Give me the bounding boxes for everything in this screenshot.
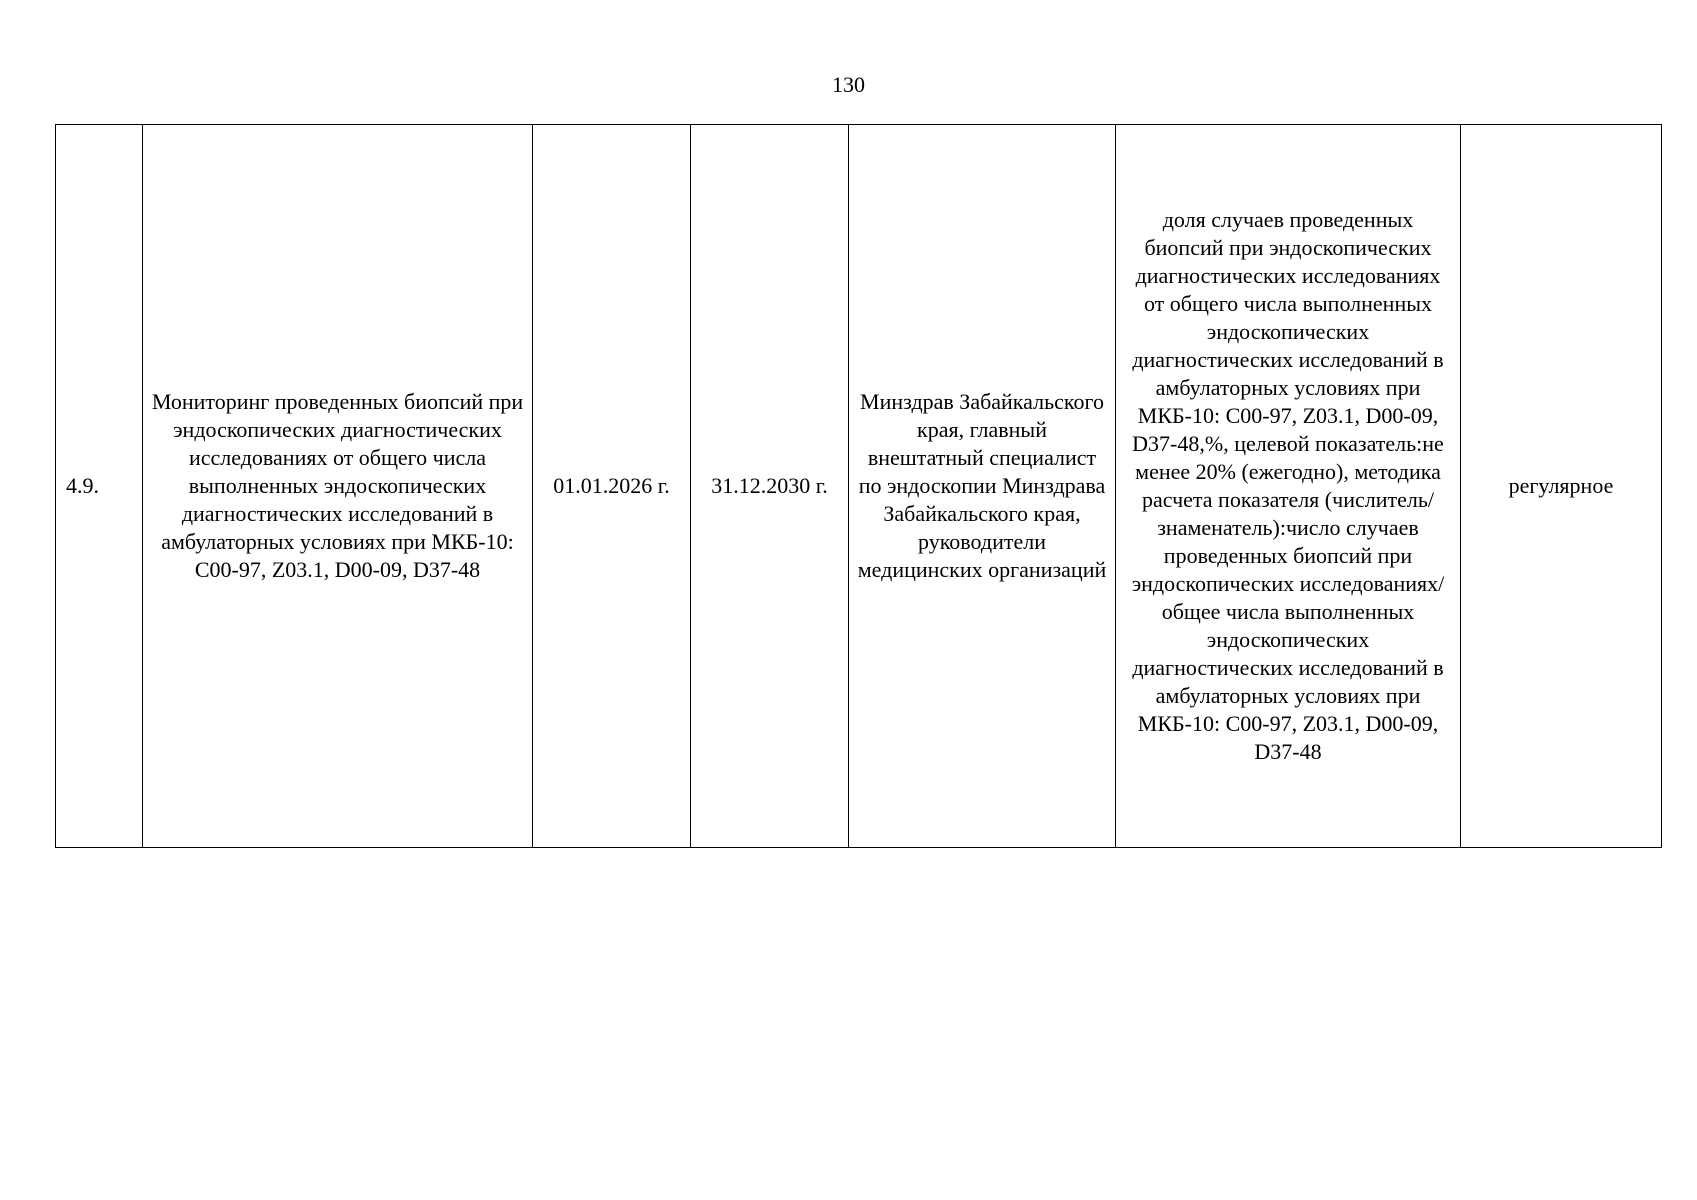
page-number: 130 [832, 72, 865, 97]
responsible-cell: Минздрав Забайкальского края, главный внештатный специалист по эндоскопии Минздрава Забайкальского края, руководители медицинских организаций [849, 125, 1116, 848]
row-number-cell: 4.9. [56, 125, 143, 848]
measure-name-cell: Мониторинг проведенных биопсий при эндоскопических диагностических исследованиях от общего числа выполненных эндоскопических диагностических исследований в амбулаторных условиях при МКБ-10: C00-97, Z03.1, D00-09, D37-48 [143, 125, 533, 848]
end-date-cell: 31.12.2030 г. [691, 125, 849, 848]
measure-type-cell: регулярное [1461, 125, 1662, 848]
table-row [56, 125, 1662, 848]
start-date-cell: 01.01.2026 г. [533, 125, 691, 848]
indicator-cell: доля случаев проведенных биопсий при эндоскопических диагностических исследованиях от общего числа выполненных эндоскопических диагностических исследований в амбулаторных условиях при МКБ-10: C00-97, Z03.1, D00-09, D37-48,%, целевой показатель:не менее 20% (ежегодно), методика расчета показателя (числитель/знаменатель):число случаев проведенных биопсий при эндоскопических исследованиях/ общее числа выполненных эндоскопических диагностических исследований в амбулаторных условиях при МКБ-10: C00-97, Z03.1, D00-09, D37-48 [1116, 125, 1461, 848]
measures-table [55, 124, 1662, 848]
